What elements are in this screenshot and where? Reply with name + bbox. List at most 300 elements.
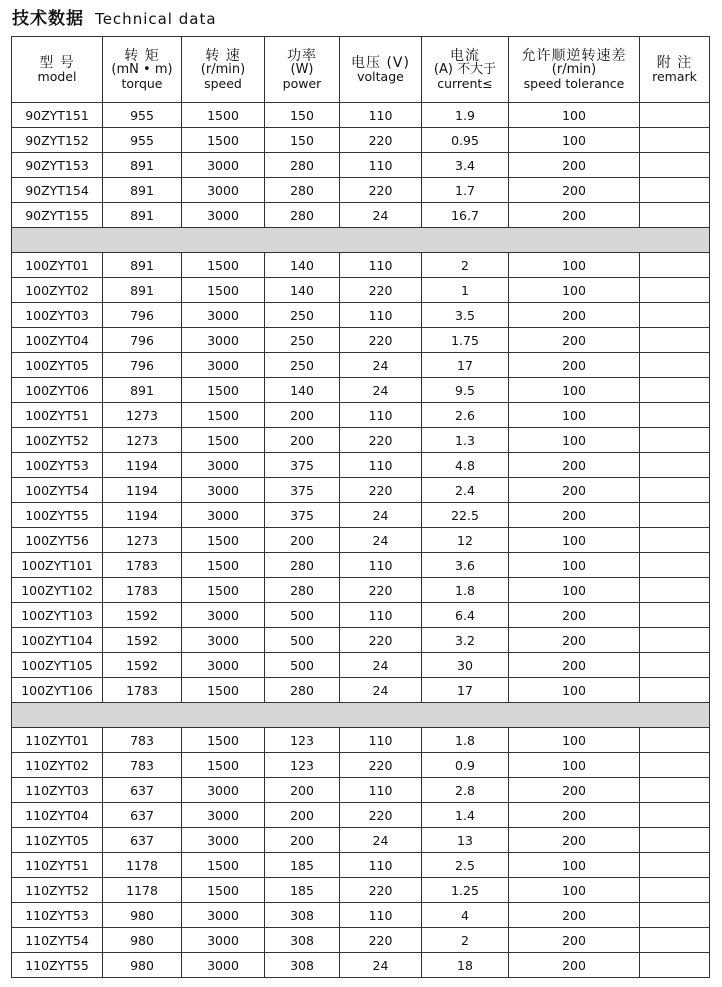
- table-cell: 2: [422, 253, 509, 278]
- table-cell: 1500: [182, 578, 265, 603]
- table-cell: 90ZYT154: [12, 178, 103, 203]
- table-cell: [640, 953, 710, 978]
- table-cell: 185: [265, 853, 340, 878]
- table-cell: 24: [340, 353, 422, 378]
- table-cell: 220: [340, 628, 422, 653]
- table-cell: 100: [509, 578, 640, 603]
- table-header-row: [12, 37, 710, 103]
- table-cell: 100ZYT05: [12, 353, 103, 378]
- table-row: [12, 253, 710, 278]
- table-cell: 30: [422, 653, 509, 678]
- table-cell: 980: [103, 928, 182, 953]
- table-cell: [640, 553, 710, 578]
- table-cell: 1500: [182, 403, 265, 428]
- table-cell: [640, 303, 710, 328]
- table-cell: 3000: [182, 203, 265, 228]
- table-cell: 110ZYT55: [12, 953, 103, 978]
- table-row: [12, 578, 710, 603]
- table-cell: [640, 403, 710, 428]
- table-cell: 24: [340, 528, 422, 553]
- table-cell: 100ZYT103: [12, 603, 103, 628]
- table-cell: [640, 603, 710, 628]
- table-cell: 1783: [103, 578, 182, 603]
- table-cell: 637: [103, 803, 182, 828]
- table-cell: 783: [103, 728, 182, 753]
- header-torque: 转 矩 (mN • m) torque: [103, 37, 182, 103]
- table-cell: 200: [509, 353, 640, 378]
- table-cell: 17: [422, 353, 509, 378]
- table-cell: 637: [103, 778, 182, 803]
- table-cell: 1500: [182, 853, 265, 878]
- table-cell: 110: [340, 453, 422, 478]
- table-cell: [640, 878, 710, 903]
- table-row: [12, 628, 710, 653]
- table-cell: 140: [265, 378, 340, 403]
- table-cell: 24: [340, 953, 422, 978]
- table-cell: 150: [265, 128, 340, 153]
- table-cell: 200: [509, 328, 640, 353]
- table-cell: 90ZYT151: [12, 103, 103, 128]
- table-row: [12, 428, 710, 453]
- table-row: [12, 653, 710, 678]
- table-cell: 796: [103, 353, 182, 378]
- table-cell: 1500: [182, 678, 265, 703]
- table-cell: 12: [422, 528, 509, 553]
- table-cell: 100ZYT101: [12, 553, 103, 578]
- table-cell: 110ZYT03: [12, 778, 103, 803]
- table-cell: 0.95: [422, 128, 509, 153]
- table-row: [12, 403, 710, 428]
- table-cell: 2: [422, 928, 509, 953]
- table-cell: 200: [509, 903, 640, 928]
- table-cell: 3.4: [422, 153, 509, 178]
- table-row: [12, 128, 710, 153]
- table-row: [12, 603, 710, 628]
- table-cell: 200: [509, 178, 640, 203]
- table-cell: 1.8: [422, 578, 509, 603]
- table-cell: 100: [509, 528, 640, 553]
- table-cell: 110: [340, 303, 422, 328]
- table-cell: 3000: [182, 928, 265, 953]
- table-cell: 100ZYT105: [12, 653, 103, 678]
- table-cell: 1500: [182, 378, 265, 403]
- table-cell: 123: [265, 728, 340, 753]
- table-cell: 100ZYT04: [12, 328, 103, 353]
- table-cell: 280: [265, 678, 340, 703]
- table-cell: 100ZYT03: [12, 303, 103, 328]
- table-cell: 24: [340, 653, 422, 678]
- table-cell: 1592: [103, 653, 182, 678]
- table-cell: 110ZYT01: [12, 728, 103, 753]
- table-cell: 891: [103, 178, 182, 203]
- table-cell: 1500: [182, 528, 265, 553]
- table-cell: 200: [509, 953, 640, 978]
- table-cell: 980: [103, 953, 182, 978]
- table-cell: 200: [265, 528, 340, 553]
- table-cell: 3000: [182, 828, 265, 853]
- table-cell: 1500: [182, 878, 265, 903]
- table-cell: 110ZYT05: [12, 828, 103, 853]
- table-cell: 1273: [103, 528, 182, 553]
- table-cell: 220: [340, 278, 422, 303]
- table-cell: [640, 803, 710, 828]
- table-cell: 0.9: [422, 753, 509, 778]
- table-cell: 18: [422, 953, 509, 978]
- table-cell: 280: [265, 178, 340, 203]
- table-cell: 123: [265, 753, 340, 778]
- table-cell: 1.9: [422, 103, 509, 128]
- table-cell: 783: [103, 753, 182, 778]
- table-cell: 891: [103, 278, 182, 303]
- table-cell: 220: [340, 478, 422, 503]
- table-cell: 308: [265, 928, 340, 953]
- table-row: [12, 528, 710, 553]
- table-cell: 3000: [182, 803, 265, 828]
- table-cell: 100ZYT55: [12, 503, 103, 528]
- table-cell: [640, 378, 710, 403]
- table-cell: 100ZYT104: [12, 628, 103, 653]
- table-cell: 1783: [103, 553, 182, 578]
- table-cell: 3000: [182, 603, 265, 628]
- table-cell: 308: [265, 903, 340, 928]
- table-row: [12, 753, 710, 778]
- table-cell: 200: [509, 628, 640, 653]
- table-cell: 220: [340, 178, 422, 203]
- table-cell: [640, 728, 710, 753]
- table-cell: 3000: [182, 328, 265, 353]
- table-cell: 100: [509, 403, 640, 428]
- table-cell: 1178: [103, 853, 182, 878]
- table-cell: 1500: [182, 128, 265, 153]
- separator-cell: [12, 703, 710, 728]
- table-cell: [640, 628, 710, 653]
- table-cell: 250: [265, 303, 340, 328]
- table-cell: 110: [340, 153, 422, 178]
- table-cell: 1500: [182, 728, 265, 753]
- table-cell: 13: [422, 828, 509, 853]
- table-cell: 100: [509, 753, 640, 778]
- table-cell: 955: [103, 103, 182, 128]
- table-cell: 90ZYT155: [12, 203, 103, 228]
- table-cell: 200: [509, 653, 640, 678]
- table-cell: 100: [509, 728, 640, 753]
- table-cell: 200: [265, 428, 340, 453]
- table-row: [12, 953, 710, 978]
- table-row: [12, 203, 710, 228]
- table-cell: 100: [509, 278, 640, 303]
- table-cell: [640, 578, 710, 603]
- table-cell: 1.25: [422, 878, 509, 903]
- table-cell: 1194: [103, 503, 182, 528]
- table-cell: 1273: [103, 428, 182, 453]
- table-cell: 4.8: [422, 453, 509, 478]
- table-cell: 200: [265, 403, 340, 428]
- table-cell: 185: [265, 878, 340, 903]
- table-row: [12, 178, 710, 203]
- table-cell: 796: [103, 328, 182, 353]
- table-cell: 308: [265, 953, 340, 978]
- table-cell: 3000: [182, 478, 265, 503]
- table-cell: 4: [422, 903, 509, 928]
- table-cell: 100ZYT102: [12, 578, 103, 603]
- table-cell: 3000: [182, 653, 265, 678]
- table-cell: 1500: [182, 753, 265, 778]
- table-cell: 3000: [182, 778, 265, 803]
- table-cell: 500: [265, 653, 340, 678]
- table-cell: 24: [340, 503, 422, 528]
- table-cell: 200: [509, 203, 640, 228]
- page-title: [12, 5, 217, 33]
- table-cell: 1273: [103, 403, 182, 428]
- table-cell: [640, 503, 710, 528]
- table-cell: 1500: [182, 103, 265, 128]
- table-cell: 220: [340, 328, 422, 353]
- table-cell: 1500: [182, 553, 265, 578]
- table-cell: 1194: [103, 478, 182, 503]
- table-cell: [640, 203, 710, 228]
- table-cell: 500: [265, 603, 340, 628]
- table-cell: 200: [509, 928, 640, 953]
- table-cell: 280: [265, 153, 340, 178]
- table-cell: [640, 278, 710, 303]
- table-cell: 1.3: [422, 428, 509, 453]
- table-row: [12, 878, 710, 903]
- table-cell: 1.75: [422, 328, 509, 353]
- table-cell: 100: [509, 428, 640, 453]
- table-cell: 100: [509, 253, 640, 278]
- table-cell: 3000: [182, 628, 265, 653]
- table-cell: [640, 253, 710, 278]
- table-cell: 1783: [103, 678, 182, 703]
- table-cell: 980: [103, 903, 182, 928]
- table-cell: 100ZYT53: [12, 453, 103, 478]
- table-row: [12, 378, 710, 403]
- table-cell: 955: [103, 128, 182, 153]
- table-cell: 22.5: [422, 503, 509, 528]
- table-cell: 3000: [182, 903, 265, 928]
- table-cell: 1500: [182, 428, 265, 453]
- table-cell: 100: [509, 378, 640, 403]
- table-cell: 1178: [103, 878, 182, 903]
- table-cell: 110ZYT04: [12, 803, 103, 828]
- table-cell: [640, 678, 710, 703]
- table-cell: 17: [422, 678, 509, 703]
- table-cell: 3000: [182, 503, 265, 528]
- table-cell: 16.7: [422, 203, 509, 228]
- table-row: [12, 678, 710, 703]
- table-row: [12, 853, 710, 878]
- table-cell: 1500: [182, 253, 265, 278]
- table-cell: 100ZYT54: [12, 478, 103, 503]
- table-cell: [640, 653, 710, 678]
- group-separator: [12, 228, 710, 253]
- table-cell: 200: [509, 303, 640, 328]
- title-chinese: 技术数据: [12, 9, 84, 29]
- table-row: [12, 903, 710, 928]
- table-cell: 200: [509, 453, 640, 478]
- table-cell: 100ZYT02: [12, 278, 103, 303]
- table-cell: 3000: [182, 178, 265, 203]
- table-cell: 24: [340, 828, 422, 853]
- table-cell: 90ZYT153: [12, 153, 103, 178]
- table-row: [12, 828, 710, 853]
- table-cell: 280: [265, 553, 340, 578]
- table-cell: 891: [103, 253, 182, 278]
- table-cell: [640, 528, 710, 553]
- table-cell: 220: [340, 878, 422, 903]
- table-cell: 140: [265, 253, 340, 278]
- table-cell: 200: [509, 828, 640, 853]
- table-cell: 100: [509, 103, 640, 128]
- table-cell: 250: [265, 328, 340, 353]
- table-cell: 3000: [182, 953, 265, 978]
- technical-data-table: [11, 36, 710, 978]
- table-cell: 3000: [182, 453, 265, 478]
- table-cell: [640, 753, 710, 778]
- table-cell: 637: [103, 828, 182, 853]
- table-cell: 891: [103, 153, 182, 178]
- table-cell: 90ZYT152: [12, 128, 103, 153]
- header-voltage: 电压 (V) voltage: [340, 37, 422, 103]
- table-cell: 1194: [103, 453, 182, 478]
- table-cell: 3000: [182, 303, 265, 328]
- table-row: [12, 478, 710, 503]
- table-cell: 100: [509, 553, 640, 578]
- table-cell: 220: [340, 803, 422, 828]
- table-row: [12, 328, 710, 353]
- table-cell: [640, 453, 710, 478]
- table-cell: 280: [265, 578, 340, 603]
- table-cell: [640, 353, 710, 378]
- table-cell: 891: [103, 378, 182, 403]
- header-remark: 附 注 remark: [640, 37, 710, 103]
- table-cell: 1: [422, 278, 509, 303]
- table-cell: 100ZYT106: [12, 678, 103, 703]
- table-cell: 110ZYT02: [12, 753, 103, 778]
- table-cell: 2.4: [422, 478, 509, 503]
- table-cell: 200: [509, 603, 640, 628]
- table-cell: 1500: [182, 278, 265, 303]
- table-cell: 200: [265, 828, 340, 853]
- table-cell: 100ZYT52: [12, 428, 103, 453]
- table-cell: 24: [340, 678, 422, 703]
- table-cell: 110: [340, 778, 422, 803]
- table-cell: [640, 478, 710, 503]
- table-cell: 3.2: [422, 628, 509, 653]
- table-cell: [640, 103, 710, 128]
- table-cell: 110: [340, 853, 422, 878]
- table-cell: 110: [340, 403, 422, 428]
- table-cell: 1.8: [422, 728, 509, 753]
- table-row: [12, 453, 710, 478]
- table-cell: 200: [509, 153, 640, 178]
- table-cell: 110ZYT52: [12, 878, 103, 903]
- table-cell: [640, 828, 710, 853]
- table-cell: 24: [340, 203, 422, 228]
- table-cell: 3.6: [422, 553, 509, 578]
- table-cell: 100: [509, 678, 640, 703]
- separator-cell: [12, 228, 710, 253]
- table-cell: 2.5: [422, 853, 509, 878]
- table-cell: 200: [265, 803, 340, 828]
- table-cell: 110: [340, 603, 422, 628]
- table-cell: 100ZYT56: [12, 528, 103, 553]
- table-cell: [640, 328, 710, 353]
- table-cell: 110ZYT51: [12, 853, 103, 878]
- table-cell: 250: [265, 353, 340, 378]
- table-cell: 375: [265, 453, 340, 478]
- table-cell: 200: [509, 803, 640, 828]
- table-cell: [640, 178, 710, 203]
- header-model: 型 号 model: [12, 37, 103, 103]
- table-cell: 110ZYT53: [12, 903, 103, 928]
- table-row: [12, 728, 710, 753]
- table-row: [12, 278, 710, 303]
- table-cell: 100: [509, 878, 640, 903]
- table-cell: 150: [265, 103, 340, 128]
- table-cell: 24: [340, 378, 422, 403]
- table-cell: 1592: [103, 603, 182, 628]
- table-cell: 200: [509, 503, 640, 528]
- table-cell: [640, 903, 710, 928]
- table-cell: 200: [509, 778, 640, 803]
- table-cell: 110: [340, 903, 422, 928]
- table-cell: 140: [265, 278, 340, 303]
- table-cell: 220: [340, 928, 422, 953]
- table-cell: 1.7: [422, 178, 509, 203]
- table-row: [12, 303, 710, 328]
- table-row: [12, 553, 710, 578]
- table-cell: 100ZYT06: [12, 378, 103, 403]
- table-cell: 100: [509, 853, 640, 878]
- table-cell: [640, 153, 710, 178]
- table-cell: 891: [103, 203, 182, 228]
- table-cell: 2.8: [422, 778, 509, 803]
- table-row: [12, 153, 710, 178]
- table-cell: 9.5: [422, 378, 509, 403]
- table-cell: 1.4: [422, 803, 509, 828]
- table-cell: 220: [340, 128, 422, 153]
- header-current: 电流 (A) 不大于 current≤: [422, 37, 509, 103]
- table-cell: 100: [509, 128, 640, 153]
- table-cell: 110: [340, 103, 422, 128]
- table-cell: 3000: [182, 153, 265, 178]
- table-cell: 220: [340, 753, 422, 778]
- table-cell: 6.4: [422, 603, 509, 628]
- table-row: [12, 803, 710, 828]
- header-power: 功率 (W) power: [265, 37, 340, 103]
- table-cell: [640, 853, 710, 878]
- table-cell: 200: [265, 778, 340, 803]
- table-row: [12, 778, 710, 803]
- header-speed-tolerance: 允许顺逆转速差 (r/min) speed tolerance: [509, 37, 640, 103]
- table-cell: 220: [340, 578, 422, 603]
- table-row: [12, 928, 710, 953]
- table-cell: 500: [265, 628, 340, 653]
- header-speed: 转 速 (r/min) speed: [182, 37, 265, 103]
- group-separator: [12, 703, 710, 728]
- table-cell: 1592: [103, 628, 182, 653]
- table-cell: 280: [265, 203, 340, 228]
- table-cell: 2.6: [422, 403, 509, 428]
- table-row: [12, 353, 710, 378]
- table-cell: 3.5: [422, 303, 509, 328]
- table-cell: 200: [509, 478, 640, 503]
- table-cell: 110: [340, 728, 422, 753]
- table-cell: 796: [103, 303, 182, 328]
- table-cell: [640, 128, 710, 153]
- table-cell: 100ZYT51: [12, 403, 103, 428]
